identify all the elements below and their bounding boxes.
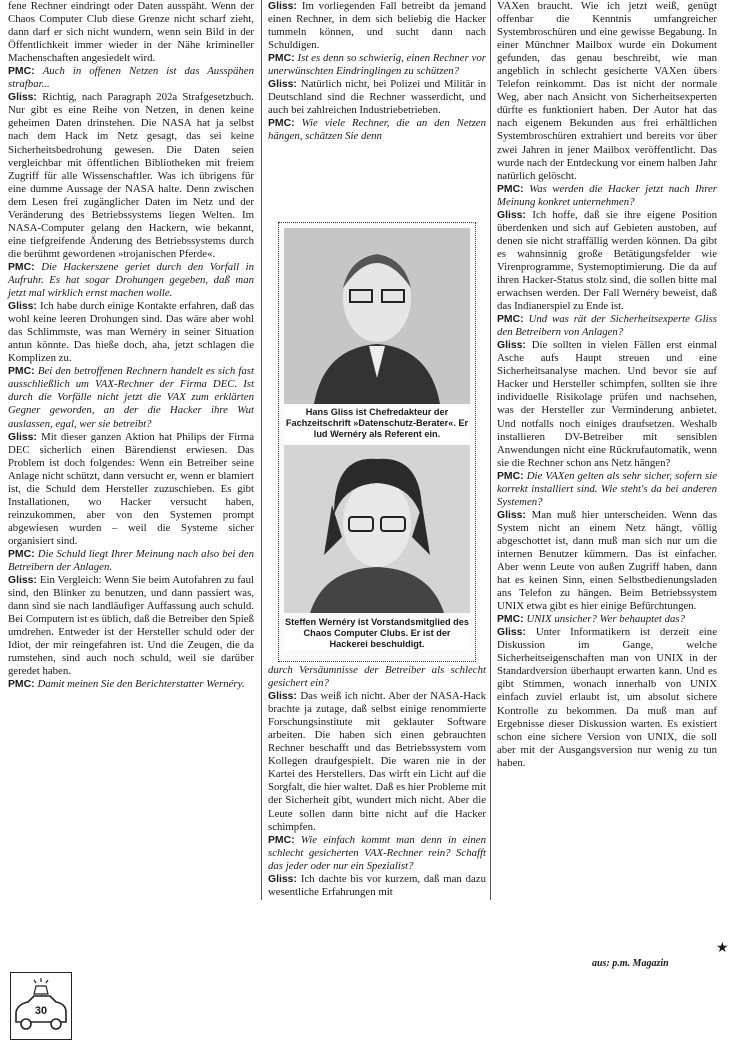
interview-answer: Ein Vergleich: Wenn Sie beim Autofahren zu faul sind, den Blinker zu benutzen, und dann passiert was, dann sind sie nach landläufiger Auffassung auch schuld. Bei Computern ist es üblich, daß die Betreiber den Spieß umdrehen. Entweder ist der Hersteller schuld oder der Idiot, der mir reingefahren ist. Und die Zeugen, die da rumstehen, sind auch noch schuld, weil sie darüber geredet haben. — [8, 574, 254, 678]
interview-answer: Die sollten in vielen Fällen erst einmal Asche aufs Haupt streuen und eine Sicherheitsanalyse machen. Und bevor sie auf Hacker und Hersteller schimpfen, sollten sie ihre individuelle Risikolage prüfen und nachsehen, was der Hersteller zur Verminderung anbietet. Und notfalls noch einiges draufsetzen. Weshalb installieren DV-Betreiber mit sensiblen Anwendungen nicht eine Rückrufautomatik, wenn sie die Rechner schon ans Netz hängen? — [497, 339, 717, 469]
paragraph — [268, 0, 486, 52]
speaker-label: Gliss: — [268, 1, 302, 12]
paragraph — [268, 78, 486, 117]
interview-question: durch Versäumnisse der Betreiber als schlecht gesichert ein? — [268, 664, 486, 690]
speaker-label: PMC: — [8, 66, 43, 78]
speaker-label: PMC: — [497, 614, 527, 626]
paragraph — [8, 261, 254, 300]
column-rule-left — [261, 0, 262, 900]
speaker-label: Gliss: — [497, 209, 533, 221]
speaker-label: PMC: — [268, 834, 301, 846]
photo-box — [278, 222, 476, 662]
interview-question: UNIX unsicher? Wer behauptet das? — [526, 613, 685, 626]
speaker-label: PMC: — [497, 314, 529, 326]
paragraph — [497, 613, 717, 626]
paragraph — [268, 52, 486, 78]
interview-question: Die Hackerszene geriet durch den Vorfall in Aufruhr. Es hat sogar Drohungen gegeben, daß man jetzt mal wirklich ernst machen wolle. — [8, 260, 254, 300]
paragraph — [8, 431, 254, 548]
interview-answer: fene Rechner eindringt oder Daten ausspäht. Wenn der Chaos Computer Club diese Grenze nicht scharf zieht, dann darf er sich nicht wundern, wenn sein Bild in der Öffentlichkeit immer wieder in der Nähe krimineller Machenschaften angesiedelt wird. — [8, 0, 254, 65]
speaker-label: PMC: — [268, 53, 298, 65]
speaker-label: PMC: — [8, 548, 38, 560]
interview-answer: Ich dachte bis vor kurzem, daß man dazu wesentliche Erfahrungen mit — [268, 872, 486, 898]
interview-question: Bei den betroffenen Rechnern handelt es sich fast ausschließlich um VAX-Rechner der Firma DEC. Ist durch die Vorfälle nicht jetzt die VAX zum erklärten Gegner geworden, an der die Hacker ihre Wut auslassen, egal, wer sie betreibt? — [8, 365, 254, 430]
page-number-badge — [10, 972, 72, 1040]
paragraph — [8, 574, 254, 678]
paragraph — [8, 365, 254, 430]
paragraph — [268, 873, 486, 899]
speaker-label: Gliss: — [8, 301, 41, 313]
interview-answer: Unter Informatikern ist derzeit eine Diskussion im Gange, welche Sicherheitseigenschaften man von UNIX in der Standardversion überhaupt erwarten kann. Und es gibt Stimmen, wonach innerhalb von UNIX einfach zuviel erlaubt ist, um absolut sichere Kontrolle zu bekommen. Da muß man auf Ergebnisse dieser Diskussion warten. Es existiert schon eine sichere Version von UNIX, die soll aber mit der Ausgangsversion nur wenig zu tun haben. — [497, 626, 717, 769]
column-1 — [8, 0, 254, 691]
interview-answer: Ich habe durch einige Kontakte erfahren, daß das wohl keine leeren Drohungen sind. Das wäre aber wohl das Schlimmste, was man Wernéry in seiner Situation antun könnte. Das hieße doch, aha, jetzt schlagen die Komplizen zu. — [8, 300, 254, 365]
paragraph — [8, 300, 254, 365]
speaker-label: Gliss: — [8, 431, 42, 443]
paragraph — [497, 183, 717, 209]
interview-answer: Natürlich nicht, bei Polizei und Militär in Deutschland sind die Rechner wasserdicht, und auch bei zahlreichen Industriebetrieben. — [268, 78, 486, 117]
speaker-label: Gliss: — [268, 691, 301, 703]
column-3 — [497, 0, 717, 770]
speaker-label: Gliss: — [8, 575, 40, 587]
source-credit: aus: p.m. Magazin — [592, 958, 669, 969]
interview-question: Und was rät der Sicherheitsexperte Gliss den Betreibern von Anlagen? — [497, 313, 717, 339]
interview-answer: Im vorliegenden Fall betreibt da jemand einen Rechner, in dem sich beliebig die Hacker tummeln können, und sucht dann nach Schuldigen. — [268, 0, 487, 52]
end-mark: ★ — [716, 941, 729, 956]
interview-answer: Mit dieser ganzen Aktion hat Philips der Firma DEC sicherlich einen Bärendienst erwiesen. Das Problem ist doch folgendes: Wenn ein Betreiber seine Anlage nicht schützt, dann versucht er, wenn er blamiert ist, die Schuld dem Hersteller zuzuschieben. Es gibt Installationen, wo Hacker versucht haben, reinzukommen, aber von den Systemen prompt abgewiesen wurden – weil die Systeme sicher organisiert sind. — [8, 430, 254, 547]
speaker-label: PMC: — [8, 261, 42, 273]
paragraph — [497, 339, 717, 469]
speaker-label: PMC: — [8, 366, 38, 378]
photo-hans-gliss — [284, 228, 470, 404]
interview-answer: Das weiß ich nicht. Aber der NASA-Hack brachte ja zutage, daß selbst einige renommierte Forschungsinstitute mit geklauter Software arbeiten. Die haben sich einen gebrauchten Rechner beschafft und das Betriebssystem vom Kollegen draufgespielt. Die waren nie in der Kartei des Herstellers. Das wirft ein Licht auf die Sorgfalt, die hier waltet. Daß es hier Probleme mit der Sicherheit gibt, wundert mich nicht. Aber die Leute sollen dann bitte nicht auf die Hacker schimpfen. — [268, 690, 487, 833]
interview-answer: Man muß hier unterscheiden. Wenn das System nicht an einem Netz hängt, völlig abgeschottet ist, dann muß man sich nur um die internen Benutzer kümmern. Das ist einfacher. Aber wenn Leute von außen Zugriff haben, dann hat es keinen Sinn, einen Selbstbedienungsladen ans Telefon zu hängen. Beim Betriebssystem UNIX etwa gibt es hier einige Befürchtungen. — [497, 508, 717, 613]
interview-question: Ist es denn so schwierig, einen Rechner vor unerwünschten Eindringlingen zu schützen? — [268, 52, 487, 78]
paragraph — [268, 834, 486, 873]
interview-question: Wie viele Rechner, die an den Netzen hängen, schätzen Sie denn — [268, 117, 487, 143]
interview-question: Damit meinen Sie den Berichterstatter Wernéry. — [37, 678, 245, 691]
speaker-label: Gliss: — [497, 340, 532, 352]
photo-caption-wernery: Steffen Wernéry ist Vorstandsmitglied des Chaos Computer Clubs. Er ist der Hackerei beschuldigt. — [285, 617, 469, 650]
speaker-label: Gliss: — [268, 873, 301, 885]
speaker-label: Gliss: — [497, 627, 536, 639]
interview-question: Was werden die Hacker jetzt nach Ihrer Meinung konkret unternehmen? — [497, 182, 717, 208]
photo-caption-gliss: Hans Gliss ist Chefredakteur der Fachzeitschrift »Datenschutz-Berater«. Er lud Wernéry als Referent ein. — [285, 407, 469, 440]
paragraph — [268, 690, 486, 834]
paragraph — [8, 0, 254, 65]
interview-question: Auch in offenen Netzen ist das Ausspähen strafbar... — [8, 65, 255, 91]
paragraph — [8, 91, 254, 261]
speaker-label: Gliss: — [268, 79, 301, 91]
interview-answer: Ich hoffe, daß sie ihre eigene Position überdenken und sich auf Gebieten austoben, auf denen sie nicht straffällig werden können. Da gibt es wahnsinnig große Betätigungsfelder wie Virenprogramme, Systemoptimierung. Die da auf ihren Hacker-Status stolz sind, die sollen bitte mal erwachsen werden. Der Fall Wernéry beweist, daß das Indianerspiel zu Ende ist. — [497, 208, 717, 313]
speaker-label: PMC: — [8, 679, 38, 691]
speaker-label: Gliss: — [8, 92, 43, 104]
photo-steffen-wernery — [284, 445, 470, 613]
interview-question: Wie einfach kommt man denn in einen schlecht gesicherten VAX-Rechner rein? Schafft das jeder oder nur ein Spezialist? — [268, 833, 487, 872]
speaker-label: Gliss: — [497, 509, 532, 521]
interview-question: Die VAXen gelten als sehr sicher, sofern sie korrekt installiert sind. Wie steht's da bei anderen Systemen? — [497, 469, 718, 508]
paragraph — [497, 0, 717, 183]
paragraph — [8, 548, 254, 574]
paragraph — [8, 678, 254, 691]
interview-question: Die Schuld liegt Ihrer Meinung nach also bei den Betreibern der Anlagen. — [8, 547, 254, 574]
speaker-label: PMC: — [497, 470, 527, 482]
paragraph — [497, 209, 717, 313]
column-2-continued — [268, 664, 486, 899]
interview-answer: VAXen braucht. Wie ich jetzt weiß, genügt offenbar die Kenntnis umfangreicher Systembroschüren und eine gewisse Begabung. In einer Münchner Mailbox wurde ein Dokument gefunden, das genau beschreibt, wie man angeblich in schlecht gesicherte VAXen übers Telefon reinkommt. Das ist nicht der normale Weg, aber nach Ansicht von Sicherheitsexperten dürfte es funktioniert haben. Der Autor hat das nach eigenem Bekunden aus frei erhältlichen Systembroschüren extrahiert und bereits vor über zwei Jahren in jener Mailbox veröffentlicht. Das wurde nach der Entdeckung vor einem halben Jahr natürlich gelöscht. — [497, 0, 717, 182]
page-number: 30 — [34, 1005, 48, 1017]
column-2 — [268, 0, 486, 144]
paragraph — [8, 65, 254, 91]
column-rule-right — [490, 0, 491, 900]
speaker-label: PMC: — [268, 118, 302, 130]
paragraph — [268, 664, 486, 690]
paragraph — [497, 509, 717, 613]
paragraph — [497, 626, 717, 770]
paragraph — [497, 313, 717, 339]
interview-answer: Richtig, nach Paragraph 202a Strafgesetzbuch. Nur gibt es eine Reihe von Netzen, in denen keine geheimen Daten drinstehen. Die NASA hat ja selbst nach dem Hack im Netz gesagt, das sei keine Sicherheitsbedrohung gewesen. Die Daten seien vergleichbar mit öffentlichen Bibliotheken mit freiem Zugriff für alle Wissenschaftler. Was ich übrigens für eine dumme Aussage der NASA halte. Denn zwischen dem Lesen frei zugänglicher Daten im Netz und der Veränderung des Betriebssystems liegen Welten. Im NASA-Computer gelang den Hackern, wie bekannt, eine tiefgreifende Änderung des Betriebssystems durch die berühmt gewordenen »trojanischen Pferde«. — [8, 91, 255, 260]
paragraph — [268, 117, 486, 143]
paragraph — [497, 470, 717, 509]
speaker-label: PMC: — [497, 183, 530, 195]
